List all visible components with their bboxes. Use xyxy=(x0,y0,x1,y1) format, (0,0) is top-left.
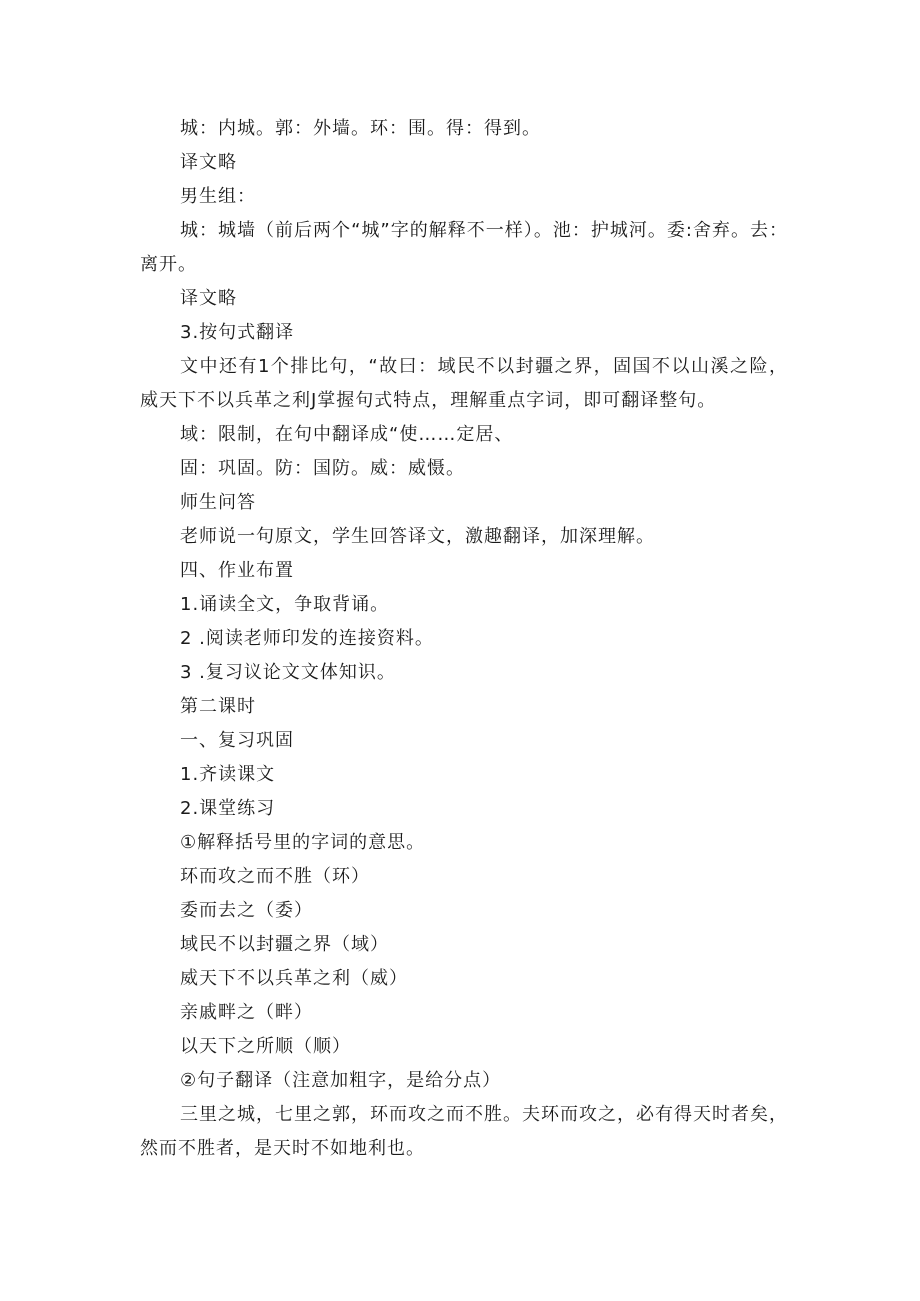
exercise-item: 环而攻之而不胜（环） xyxy=(180,866,370,887)
document-body xyxy=(140,112,788,1166)
text-line: 固：巩固。防：国防。威：威慑。 xyxy=(180,458,465,479)
section-heading: 四、作业布置 xyxy=(180,560,294,581)
exercise-item: 亲戚畔之（畔） xyxy=(180,1002,313,1023)
text-line: 师生问答 xyxy=(180,492,256,513)
list-item: 2.课堂练习 xyxy=(180,798,276,819)
text-line: 男生组： xyxy=(180,186,256,207)
exercise-item: 以天下之所顺（顺） xyxy=(180,1036,351,1057)
text-line: 域：限制，在句中翻译成“使……定居、 xyxy=(180,424,514,445)
list-item: 2 .阅读老师印发的连接资料。 xyxy=(180,628,434,649)
text-line: 老师说一句原文，学生回答译文，激趣翻译，加深理解。 xyxy=(180,526,655,547)
text-line: 译文略 xyxy=(180,152,237,173)
text-paragraph: 城：城墙（前后两个“城”字的解释不一样）。池：护城河。委:舍弃。去：离开。 xyxy=(140,220,788,275)
text-line: ②句子翻译（注意加粗字，是给分点） xyxy=(180,1070,502,1091)
list-item: 3 .复习议论文文体知识。 xyxy=(180,662,396,683)
exercise-item: 域民不以封疆之界（域） xyxy=(180,934,389,955)
text-paragraph: 文中还有1个排比句，“故曰：域民不以封疆之界，固国不以山溪之险，威天下不以兵革之利J掌握句式特点，理解重点字词，即可翻译整句。 xyxy=(140,356,788,411)
exercise-item: 威天下不以兵革之利（威） xyxy=(180,968,408,989)
text-line: 城：内城。郭：外墙。环：围。得：得到。 xyxy=(180,118,541,139)
section-heading: 一、复习巩固 xyxy=(180,730,294,751)
section-heading: 第二课时 xyxy=(180,696,256,717)
text-line: ①解释括号里的字词的意思。 xyxy=(180,832,426,853)
list-item: 1.齐读课文 xyxy=(180,764,276,785)
text-paragraph: 三里之城，七里之郭，环而攻之而不胜。夫环而攻之，必有得天时者矣，然而不胜者，是天时不如地利也。 xyxy=(140,1104,788,1159)
section-heading: 3.按句式翻译 xyxy=(180,322,295,343)
list-item: 1.诵读全文，争取背诵。 xyxy=(180,594,390,615)
exercise-item: 委而去之（委） xyxy=(180,900,313,921)
text-line: 译文略 xyxy=(180,288,237,309)
